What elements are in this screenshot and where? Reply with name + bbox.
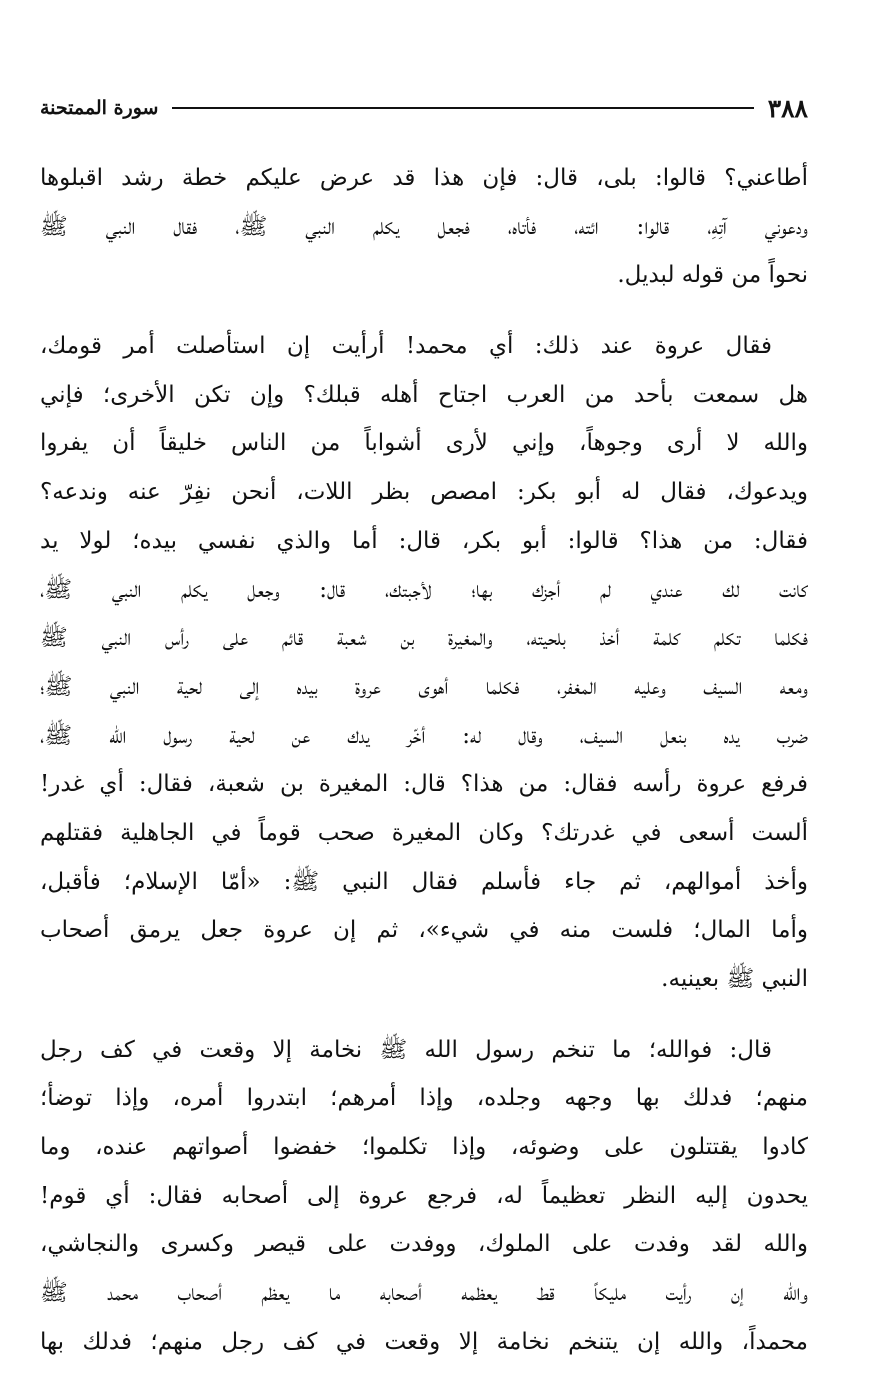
page-number: ٣٨٨ — [767, 93, 808, 123]
paragraph — [40, 322, 808, 1004]
text-line: قال: فوالله؛ ما تنخم رسول الله ﷺ نخامة إلا وقعت في كف رجل — [40, 1036, 772, 1063]
text-line: والله لقد وفدت على الملوك، ووفدت على قيصر وكسرى والنجاشي، — [40, 1231, 808, 1258]
text-line: والله إن رأيت مليكاً قط يعظمه أصحابه ما يعظم أصحاب محمد ﷺ — [40, 1280, 808, 1307]
text-line: فكلما تكلم كلمة أخذ بلحيته، والمغيرة بن شعبة قائم على رأس النبي ﷺ — [40, 625, 808, 652]
header-rule — [172, 107, 753, 109]
text-line: منهم؛ فدلك بها وجهه وجلده، وإذا أمرهم؛ ابتدروا أمره، وإذا توضأ؛ — [40, 1085, 808, 1112]
text-line: ومعه السيف وعليه المغفر، فكلما أهوى عروة بيده إلى لحية النبي ﷺ؛ — [40, 673, 808, 700]
text-line: ضرب يده بنعل السيف، وقال له: أخّر يدك عن لحية رسول الله ﷺ، — [40, 722, 808, 749]
text-line: كانت لك عندي لم أجزك بها؛ لأجبتك، قال: وجعل يكلم النبي ﷺ، — [40, 576, 808, 603]
text-line: وأما المال؛ فلست منه في شيء»، ثم إن عروة جعل يرمق أصحاب — [40, 917, 808, 944]
text-line: ألست أسعى في غدرتك؟ وكان المغيرة صحب قوماً في الجاهلية فقتلهم — [40, 819, 808, 846]
text-line: كادوا يقتتلون على وضوئه، وإذا تكلموا؛ خفضوا أصواتهم عنده، وما — [40, 1134, 808, 1161]
text-line: النبي ﷺ بعينيه. — [661, 966, 808, 992]
page-body — [40, 154, 808, 1367]
text-line: محمداً، والله إن يتنخم نخامة إلا وقعت في كف رجل منهم؛ فدلك بها — [40, 1328, 808, 1355]
paragraph — [40, 154, 808, 300]
text-line: ويدعوك، فقال له أبو بكر: امصص بظر اللات، أنحن نفِرّ عنه وندعه؟ — [40, 479, 808, 506]
text-line: فقال عروة عند ذلك: أي محمد! أرأيت إن استأصلت أمر قومك، — [40, 333, 772, 360]
text-line: هل سمعت بأحد من العرب اجتاح أهله قبلك؟ وإن تكن الأخرى؛ فإني — [40, 381, 808, 408]
text-line: يحدون إليه النظر تعظيماً له، فرجع عروة إلى أصحابه فقال: أي قوم! — [40, 1182, 808, 1209]
text-line: فقال: من هذا؟ قالوا: أبو بكر، قال: أما والذي نفسي بيده؛ لولا يد — [40, 527, 808, 554]
text-line: وأخذ أموالهم، ثم جاء فأسلم فقال النبي ﷺ: «أمّا الإسلام؛ فأقبل، — [40, 868, 808, 895]
page-header — [40, 88, 808, 128]
paragraph — [40, 1026, 808, 1367]
text-line: والله لا أرى وجوهاً، وإني لأرى أشواباً من الناس خليقاً أن يفروا — [40, 430, 808, 457]
book-page — [40, 88, 808, 1389]
text-line: أطاعني؟ قالوا: بلى، قال: فإن هذا قد عرض عليكم خطة رشد اقبلوها — [40, 165, 808, 191]
text-line: فرفع عروة رأسه فقال: من هذا؟ قال: المغيرة بن شعبة، فقال: أي غدر! — [40, 771, 808, 798]
text-line: ودعوني آتِهِ، قالوا: ائته، فأتاه، فجعل يكلم النبي ﷺ، فقال النبي ﷺ — [40, 213, 808, 240]
running-title: سورة الممتحنة — [40, 97, 159, 119]
text-line: نحواً من قوله لبديل. — [617, 262, 808, 289]
